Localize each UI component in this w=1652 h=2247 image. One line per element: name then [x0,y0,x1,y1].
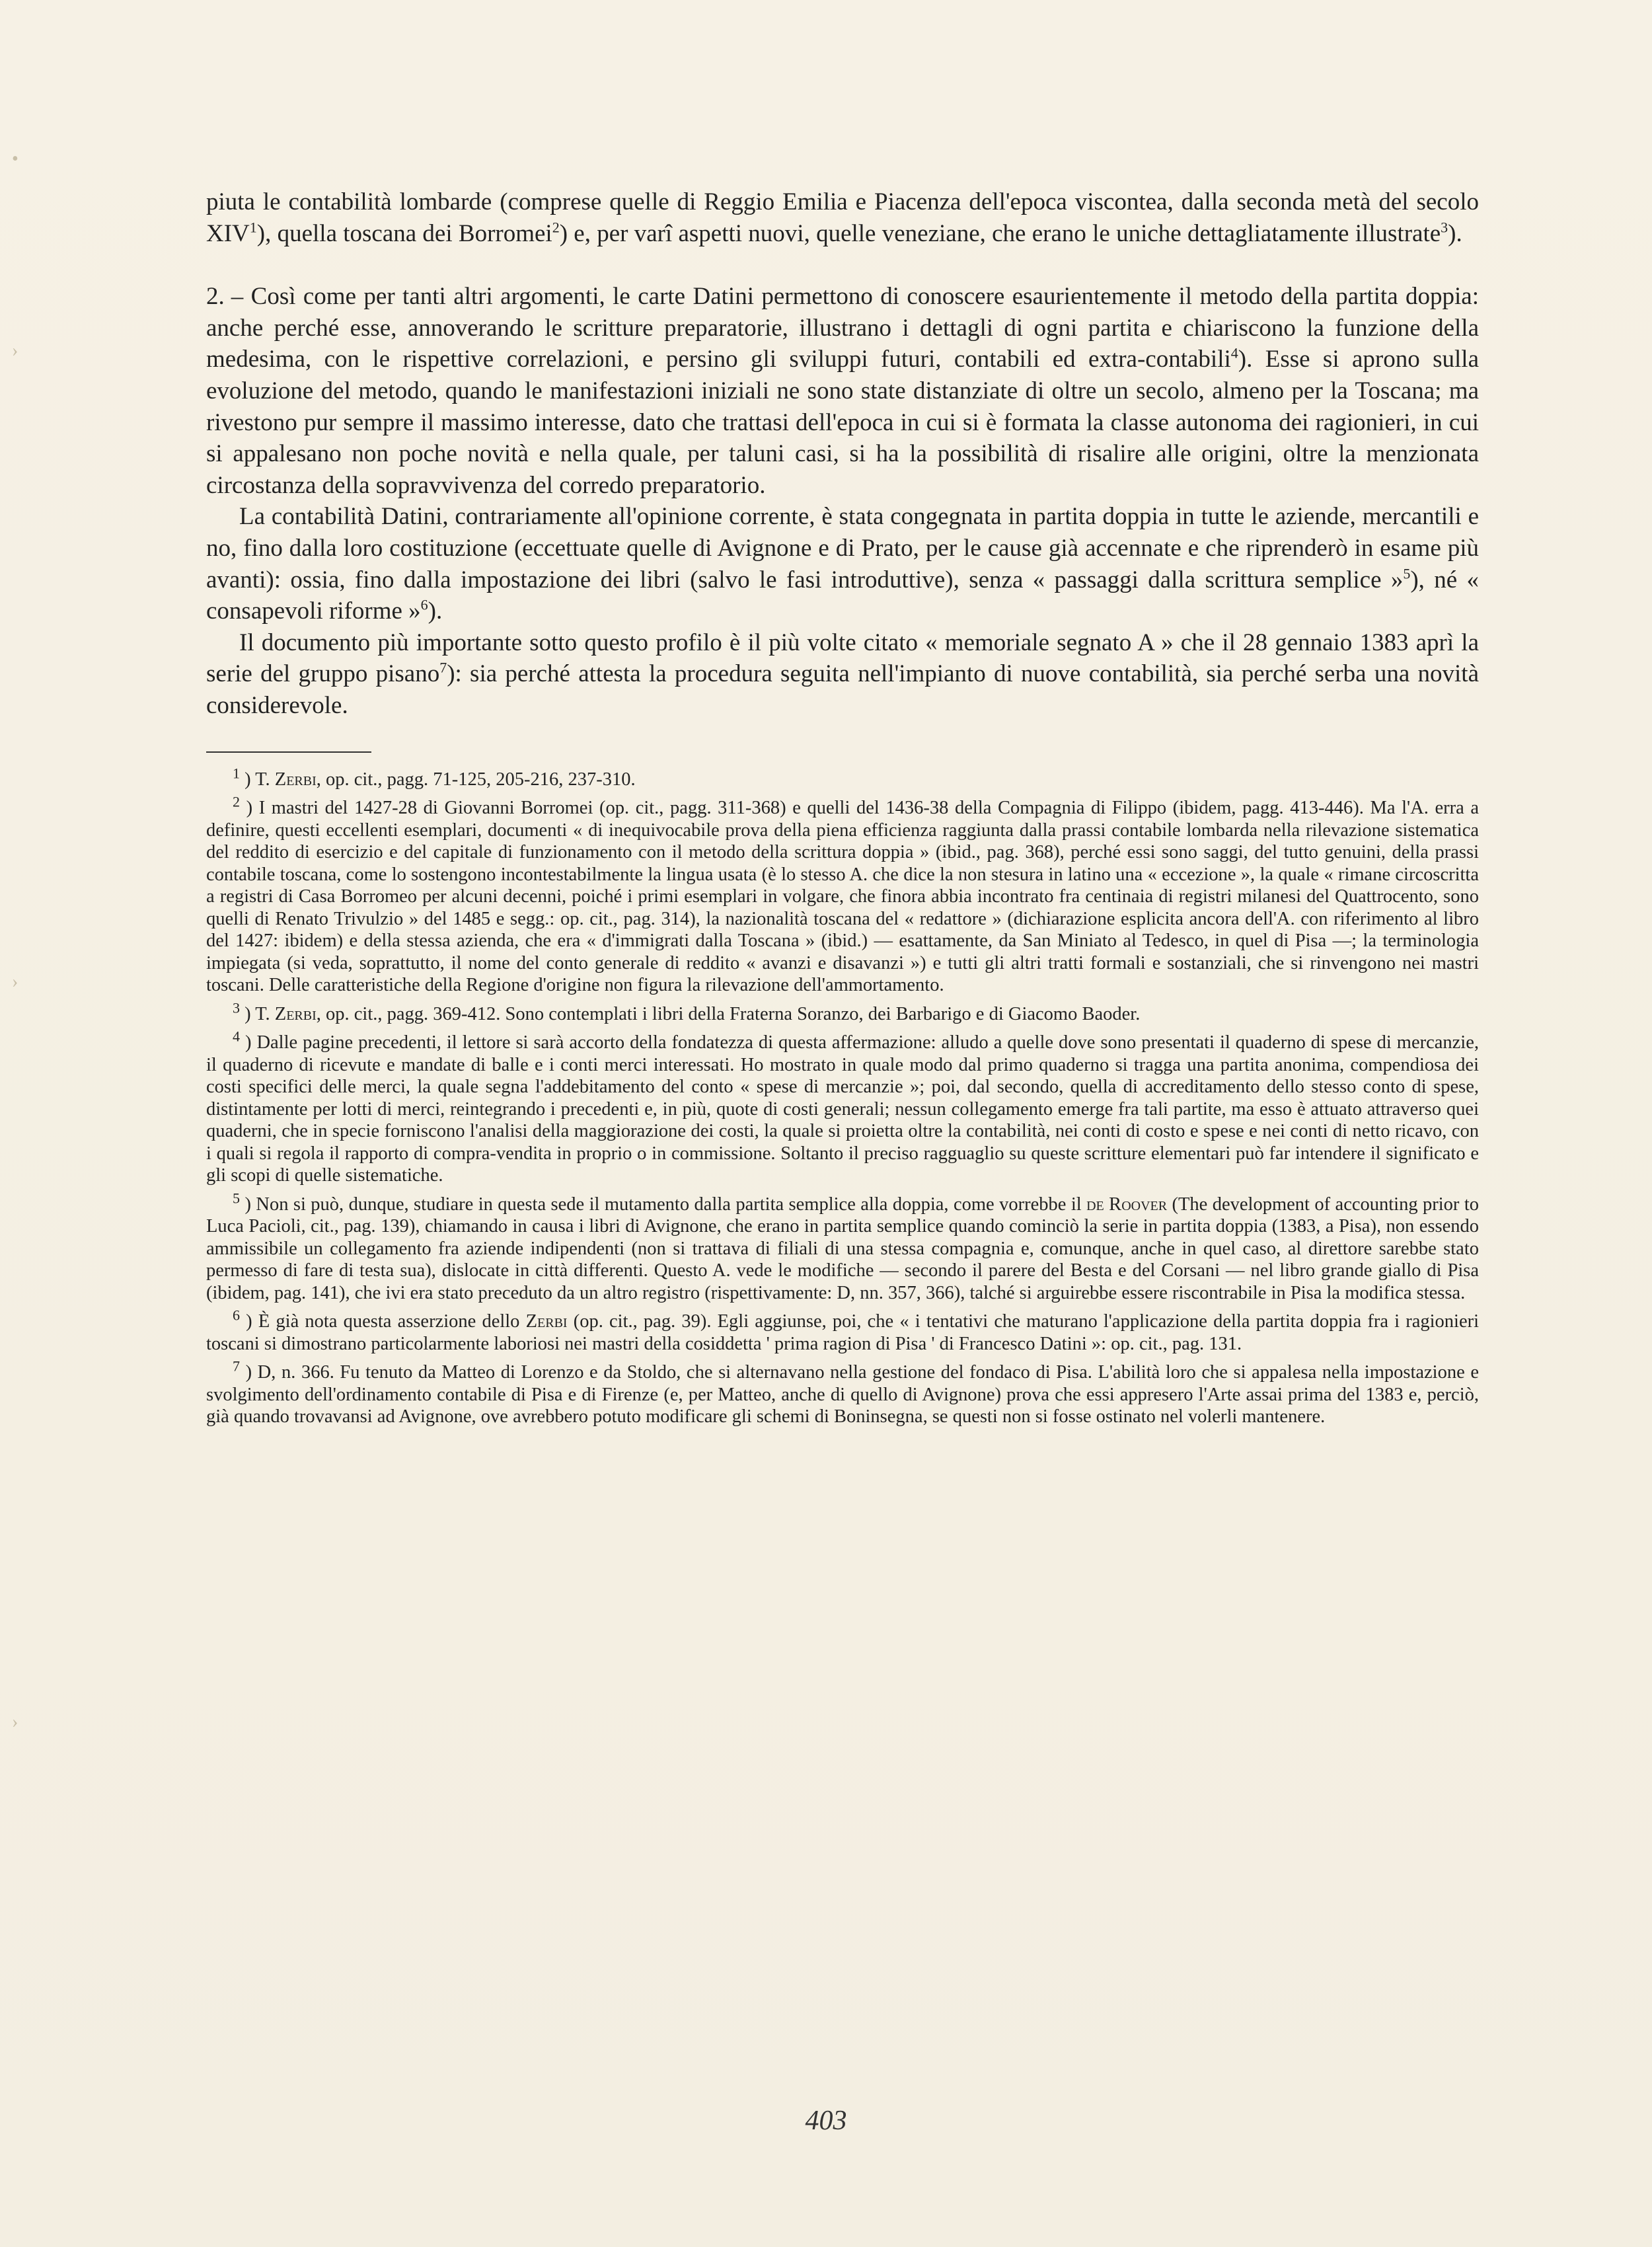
footnote-4: $^4$ ) Dalle pagine precedenti, il lettore si sarà accorto della fondatezza di questa affermazione: alludo a quelle dove sono presentati il quaderno di spese di mercanzie, il quaderno di ricevute e mandate di balle e i conti merci interessati. Ho mostrato in quale modo dal primo quaderno si tragga una partita anonima, compendiosa dei costi specifici delle merci, la quale segna l'addebitamento del conto « spese di mercanzie »; poi, dal secondo, quella di accreditamento dello stesso conto di spese, distintamente per lotti di merci, reintegrando i precedenti e, in più, quote di costi generali; nessun collegamento emerge fra tali partite, ma esso è attuato attraverso quei quaderni, che in specie forniscono l'analisi della maggiorazione dei costi, la quale si proietta oltre la contabilità, nei conti di costo e spese e nei conti di netto ricavo, con i quali si regola il rapporto di compra-vendita in proprio o in commissione. Soltanto il preciso ragguaglio su queste scritture elementari può far intendere il significato e gli scopi di quelle sistematiche. [206,1028,1480,1186]
page-number: 403 [805,2106,847,2136]
margin-mark: • [12,149,19,169]
margin-mark: › [12,1712,19,1732]
footnote-5: $^5$ ) Non si può, dunque, studiare in questa sede il mutamento dalla partita semplice alla doppia, come vorrebbe il de Roover (The development of accounting prior to Luca Pacioli, cit., pag. 139), chiamando in causa i libri di Avignone, che erano in partita semplice quando cominciò la serie in partita doppia (1383, a Pisa), non essendo ammissibile un collegamento fra aziende indipendenti (non si trattava di filiali di una stessa compagnia e, comunque, anche in quel caso, al direttore sarebbe stato permesso di fare di testa sua), dislocate in città differenti. Questo A. vede le modifiche — secondo il parere del Besta e del Corsani — nel libro grande giallo di Pisa (ibidem, pag. 141), che ivi era stato preceduto da un altro registro (rispettivamente: D, nn. 357, 366), talché si arguirebbe essere riscontrabile in Pisa la modifica stessa. [206,1190,1480,1303]
footnote-7: $^7$ ) D, n. 366. Fu tenuto da Matteo di Lorenzo e da Stoldo, che si alternavano nella gestione del fondaco di Pisa. L'abilità loro che si appalesa nella impostazione e svolgimento dell'ordinamento contabile di Pisa e di Firenze (e, per Matteo, anche di quello di Avignone) prova che essi appresero l'Arte assai prima del 1383 e, perciò, già quando trovavansi ad Avignone, ove avrebbero potuto modificare gli schemi di Boninsegna, se questi non si fosse ostinato nel volerli mantenere. [206,1357,1479,1427]
main-text [206,186,1479,722]
paragraph-section-2: 2. – Così come per tanti altri argomenti, le carte Datini permettono di conoscere esaurientemente il metodo della partita doppia: anche perché esse, annoverando le scritture preparatorie, illustrano i dettagli di ogni partita e chiariscono la funzione della medesima, con le rispettive correlazioni, e persino gli sviluppi futuri, contabili ed extra-contabili$^4$). Esse si aprono sulla evoluzione del metodo, quando le manifestazioni iniziali ne sono state distanziate di oltre un secolo, almeno per la Toscana; ma rivestono pur sempre il massimo interesse, dato che trattasi dell'epoca in cui si è formata la classe autonoma dei ragionieri, in cui si appalesano non poche novità e nella quale, per taluni casi, si ha la possibilità di risalire alle origini, oltre la menzionata circostanza della sopravvivenza del corredo preparatorio. [206,283,1480,499]
footnotes [206,765,1480,1428]
paragraph-intro: piuta le contabilità lombarde (comprese quelle di Reggio Emilia e Piacenza dell'epoca viscontea, dalla seconda metà del secolo XIV$^1$), quella toscana dei Borromei$^2$) e, per varî aspetti nuovi, quelle veneziane, che erano le uniche dettagliatamente illustrate$^3$). [206,188,1479,247]
footnote-3: $^3$ ) T. Zerbi, op. cit., pagg. 369-412. Sono contemplati i libri della Fraterna Soranzo, dei Barbarigo e di Giacomo Baoder. [233,999,1141,1024]
paragraph-memoriale: Il documento più importante sotto questo profilo è il più volte citato « memoriale segnato A » che il 28 gennaio 1383 aprì la serie del gruppo pisano$^7$): sia perché attesta la procedura seguita nell'impianto di nuove contabilità, sia perché serba una novità considerevole. [206,628,1479,719]
footnote-rule [206,751,371,753]
footnote-1: $^1$ ) T. Zerbi, op. cit., pagg. 71-125, 205-216, 237-310. [233,765,636,790]
paragraph-datini: La contabilità Datini, contrariamente all'opinione corrente, è stata congegnata in partita doppia in tutte le aziende, mercantili e no, fino dalla loro costituzione (eccettuate quelle di Avignone e di Prato, per le cause già accennate e che riprenderò in esame più avanti): ossia, fino dalla impostazione dei libri (salvo le fasi introduttive), senza « passaggi dalla scrittura semplice »$^5$), né « consapevoli riforme »$^6$). [206,503,1479,625]
margin-mark: › [12,340,19,361]
margin-mark: › [12,971,19,992]
text-block [206,186,1479,1435]
footnote-2: $^2$ ) I mastri del 1427-28 di Giovanni Borromei (op. cit., pagg. 311-368) e quelli del 1436-38 della Compagnia di Filippo (ibidem, pagg. 413-446). Ma l'A. erra a definire, questi eccellenti esemplari, documenti « di inequivocabile prova della piena efficienza raggiunta dalla prassi contabile lombarda nella rilevazione sistematica del reddito di esercizio e del capitale di funzionamento con il metodo della scrittura doppia » (ibid., pag. 368), perché essi sono saggi, del tutto genuini, della prassi contabile toscana, come lo sostengono incontestabilmente la lingua usata (è lo stesso A. che dice la non stesura in latino una « eccezione », la quale « rimane circoscritta a registri di Casa Borromeo per alcuni decenni, poiché i primi esemplari in volgare, che finora abbia incontrato fra centinaia di registri milanesi del Quattrocento, sono quelli di Renato Trivulzio » del 1485 e segg.: op. cit., pag. 314), la nazionalità toscana del « redattore » (dichiarazione esplicita ancora dell'A. con riferimento al libro del 1427: ibidem) e della stessa azienda, che era « d'immigrati dalla Toscana » (ibid.) — esattamente, da San Miniato al Tedesco, in quel di Pisa —; la terminologia impiegata (si veda, soprattutto, il nome del conto generale di reddito « avanzi e disavanzi ») e tutti gli altri tratti formali e sostanziali, che si rinvengono nei mastri toscani. Delle caratteristiche della Regione d'origine non figura la rilevazione dell'ammortamento. [206,793,1479,995]
footnote-6: $^6$ ) È già nota questa asserzione dello Zerbi (op. cit., pag. 39). Egli aggiunse, poi, che « i tentativi che maturano l'applicazione della partita doppia fra i ragionieri toscani si dimostrano particolarmente laboriosi nei mastri della cosiddetta ' prima ragion di Pisa ' di Francesco Datini »: op. cit., pag. 131. [206,1307,1480,1354]
